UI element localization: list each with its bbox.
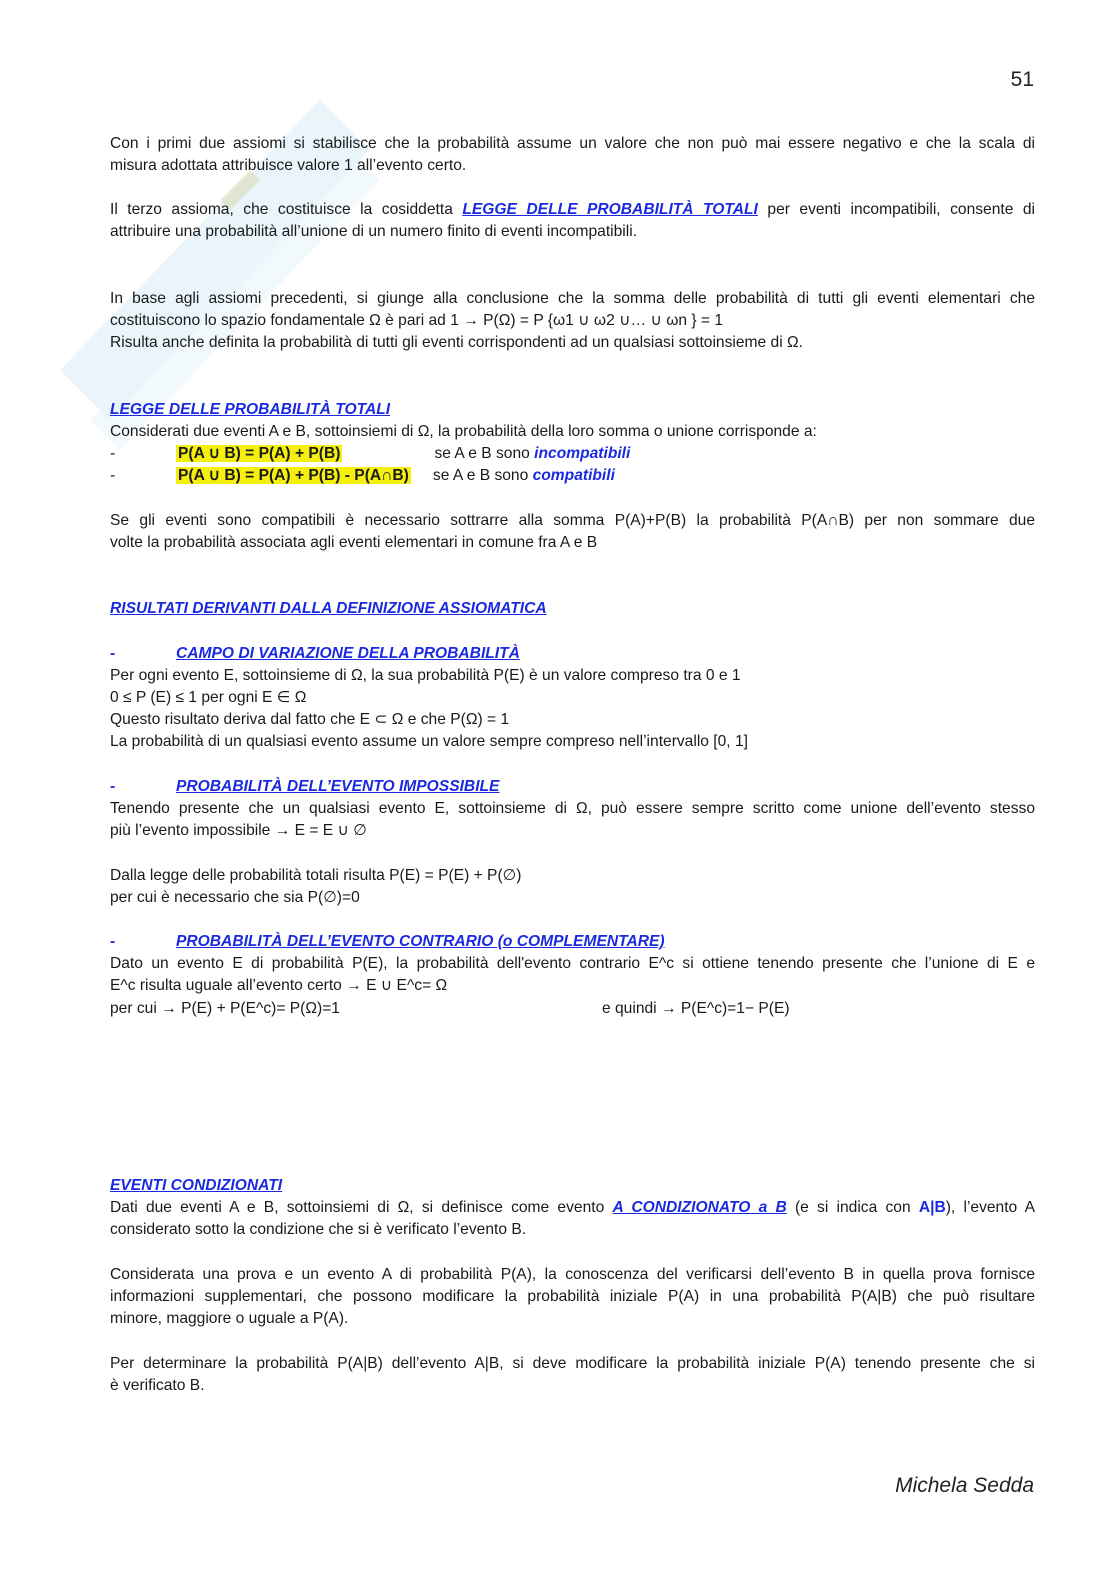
condizionati-heading-link[interactable]: EVENTI CONDIZIONATI (110, 1177, 283, 1194)
condizionati-p2-line3: minore, maggiore o uguale a P(A). (110, 1310, 349, 1327)
contrario-line3-b: e quindi → P(E^c)=1− P(E) (602, 1000, 790, 1017)
campo-line2: 0 ≤ P (E) ≤ 1 per ogni E ∈ Ω (110, 689, 307, 706)
author-signature: Michela Sedda (895, 1474, 1034, 1497)
condizionati-p1-text-b (795, 1199, 1035, 1216)
condizionati-p1-text-b1: (e si indica con (794, 1199, 911, 1216)
condizionati-p1-line2: considerato sotto la condizione che si è verificato l’evento B. (110, 1221, 527, 1238)
condizionati-p1-line1 (110, 1197, 1035, 1219)
list-dash: - (110, 778, 116, 795)
contrario-heading-link[interactable]: PROBABILITÀ DELL’EVENTO CONTRARIO (o COMPLEMENTARE) (176, 933, 665, 950)
campo-heading (110, 643, 1035, 665)
legge-note-line2: volte la probabilità associata agli eventi elementari in comune fra A e B (110, 534, 598, 551)
campo-line4: La probabilità di un qualsiasi evento assume un valore sempre compreso nell’intervallo [0, 1] (110, 733, 748, 750)
impossibile-line3: Dalla legge delle probabilità totali risulta P(E) = P(E) + P(∅) (110, 867, 522, 884)
risultati-heading-link[interactable]: RISULTATI DERIVANTI DALLA DEFINIZIONE ASSIOMATICA (110, 600, 547, 617)
condizionati-p3-line2: è verificato B. (110, 1377, 205, 1394)
impossibile-heading-link[interactable]: PROBABILITÀ DELL’EVENTO IMPOSSIBILE (176, 778, 500, 795)
incompatibili-emphasis: incompatibili (534, 445, 631, 462)
formula-compatibili: P(A ∪ B) = P(A) + P(B) - P(A∩B) (178, 467, 409, 484)
p2-line2: attribuire una probabilità all’unione di un numero finito di eventi incompatibili. (110, 223, 638, 240)
contrario-line3 (110, 998, 1035, 1020)
condizionati-p1-text-c: ), l’evento A (945, 1199, 1035, 1216)
campo-heading-link[interactable]: CAMPO DI VARIAZIONE DELLA PROBABILITÀ (176, 645, 520, 662)
p3-line2: costituiscono lo spazio fondamentale Ω è pari ad 1 → P(Ω) = P {ω1 ∪ ω2 ∪… ∪ ωn } = 1 (110, 312, 724, 329)
risultati-heading (110, 598, 1035, 620)
condizionati-p1-text-a: Dati due eventi A e B, sottoinsiemi di Ω, si definisce come evento (110, 1199, 605, 1216)
condizionati-p3-line1: Per determinare la probabilità P(A|B) dell’evento A|B, si deve modificare la probabilità iniziale P(A) tenendo presente che si (110, 1355, 1035, 1372)
contrario-line3-a: per cui → P(E) + P(E^c)= P(Ω)=1 (110, 1000, 340, 1017)
campo-line1: Per ogni evento E, sottoinsieme di Ω, la sua probabilità P(E) è un valore compreso tra 0 e 1 (110, 667, 741, 684)
impossibile-heading (110, 776, 1035, 798)
impossibile-line4: per cui è necessario che sia P(∅)=0 (110, 889, 360, 906)
list-dash: - (110, 467, 116, 484)
impossibile-line1: Tenendo presente che un qualsiasi evento E, sottoinsieme di Ω, può essere sempre scritto come unione dell’evento stesso (110, 800, 1035, 817)
p2-line1 (110, 199, 1035, 221)
legge-item-2-text: se A e B sono (432, 467, 529, 484)
list-dash: - (110, 645, 116, 662)
legge-heading (110, 399, 1035, 421)
p1-line2: misura adottata attribuisce valore 1 all’evento certo. (110, 157, 467, 174)
legge-note-line1: Se gli eventi sono compatibili è necessario sottrarre alla somma P(A)+P(B) la probabilità P(A∩B) per non sommare due (110, 512, 1035, 529)
contrario-line2: E^c risulta uguale all’evento certo → E ∪ E^c= Ω (110, 977, 448, 994)
p3-line1: In base agli assiomi precedenti, si giunge alla conclusione che la somma delle probabilità di tutti gli eventi elementari che (110, 290, 1035, 307)
legge-heading-link[interactable]: LEGGE DELLE PROBABILITÀ TOTALI (110, 401, 391, 418)
legge-item-2 (110, 465, 1035, 487)
list-dash: - (110, 445, 116, 462)
a-condizionato-b-link[interactable]: A CONDIZIONATO a B (612, 1199, 787, 1216)
impossibile-line2: più l’evento impossibile → E = E ∪ ∅ (110, 822, 367, 839)
list-dash: - (110, 933, 116, 950)
condizionati-p2-line2: informazioni supplementari, che possono modificare la probabilità iniziale P(A) in una probabilità P(A|B) che può risultare (110, 1288, 1035, 1305)
legge-item-1 (110, 443, 1035, 465)
p2-text-b: per eventi incompatibili, consente di (767, 201, 1035, 218)
legge-item-1-text: se A e B sono (434, 445, 530, 462)
legge-intro: Considerati due eventi A e B, sottoinsiemi di Ω, la probabilità della loro somma o unione corrisponde a: (110, 423, 817, 440)
condizionati-p2-line1: Considerata una prova e un evento A di probabilità P(A), la conoscenza del verificarsi dell’evento B in quella prova fornisce (110, 1266, 1035, 1283)
p3-line3: Risulta anche definita la probabilità di tutti gli eventi corrispondenti ad un qualsiasi sottoinsieme di Ω. (110, 334, 803, 351)
legge-probabilita-totali-link[interactable]: LEGGE DELLE PROBABILITÀ TOTALI (462, 201, 758, 218)
condizionati-heading (110, 1175, 1035, 1197)
campo-line3: Questo risultato deriva dal fatto che E ⊂ Ω e che P(Ω) = 1 (110, 711, 510, 728)
formula-incompatibili: P(A ∪ B) = P(A) + P(B) (178, 445, 341, 462)
contrario-line1: Dato un evento E di probabilità P(E), la probabilità dell'evento contrario E^c si ottiene tenendo presente che l’unione di E e (110, 955, 1035, 972)
a-given-b-notation: A|B (918, 1199, 946, 1216)
contrario-heading (110, 931, 1035, 953)
page-number: 51 (1010, 68, 1034, 91)
p1-line1: Con i primi due assiomi si stabilisce che la probabilità assume un valore che non può mai essere negativo e che la scala di (110, 135, 1035, 152)
compatibili-emphasis: compatibili (532, 467, 615, 484)
p2-text-a: Il terzo assioma, che costituisce la cosiddetta (110, 201, 453, 218)
